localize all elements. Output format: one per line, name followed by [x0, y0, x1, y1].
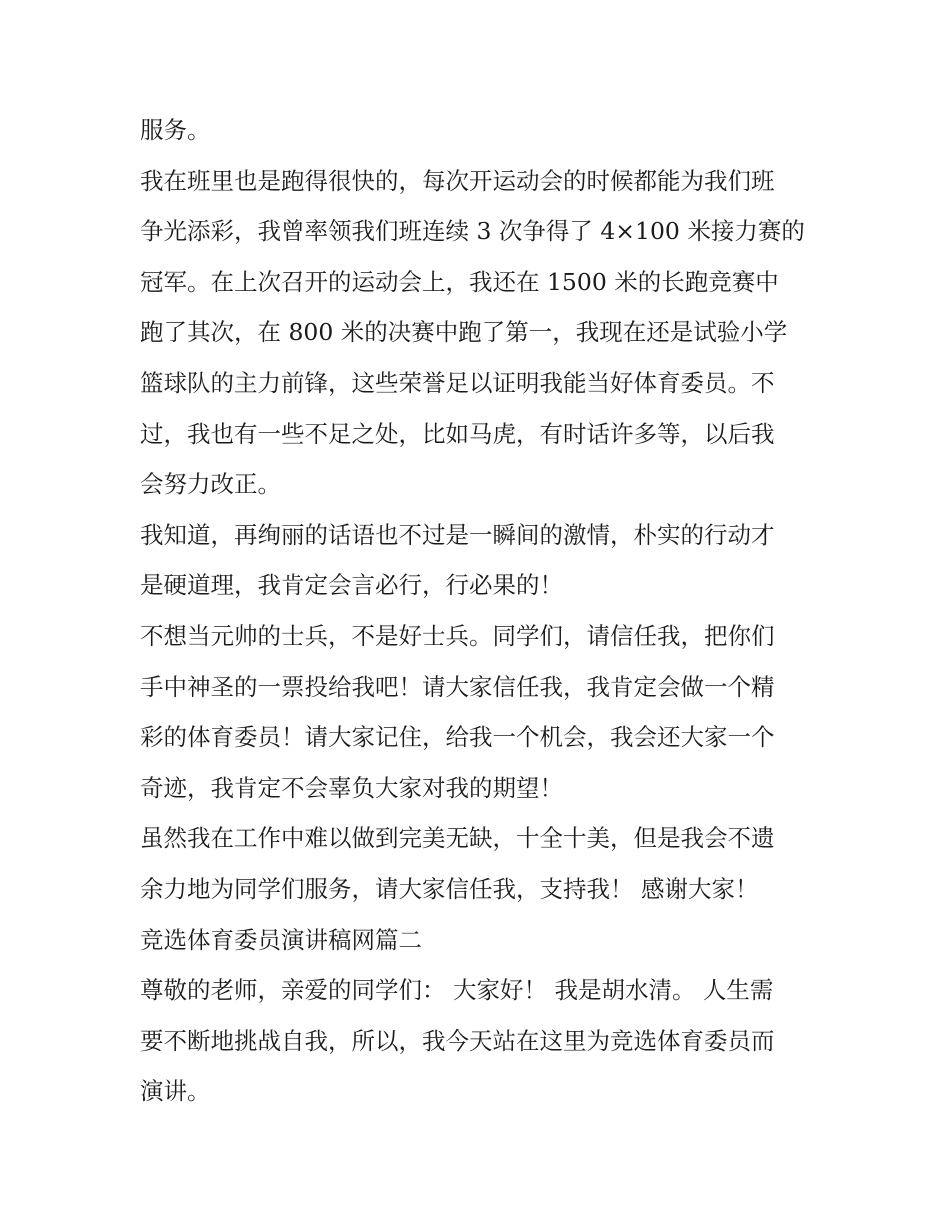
text-line: 演讲。: [140, 1077, 211, 1106]
text-line: 篮球队的主力前锋，这些荣誉足以证明我能当好体育委员。不: [140, 368, 775, 397]
text-line: 是硬道理，我肯定会言必行，行必果的！: [140, 571, 563, 600]
text-line: 手中神圣的一票投给我吧！请大家信任我，我肯定会做一个精: [140, 672, 775, 701]
text-line: 奇迹，我肯定不会辜负大家对我的期望！: [140, 773, 563, 802]
section-heading: 竞选体育委员演讲稿网篇二: [140, 925, 422, 954]
text-line: 我在班里也是跑得很快的，每次开运动会的时候都能为我们班: [140, 166, 775, 195]
text-line: 争光添彩，我曾率领我们班连续 3 次争得了 4×100 米接力赛的: [140, 217, 805, 246]
text-line: 过，我也有一些不足之处，比如马虎，有时话许多等，以后我: [140, 419, 775, 448]
document-body: [140, 105, 820, 1117]
text-line: 要不断地挑战自我，所以，我今天站在这里为竞选体育委员而: [140, 1026, 775, 1055]
text-line: 彩的体育委员！请大家记住，给我一个机会，我会还大家一个: [140, 723, 775, 752]
text-line: 冠军。在上次召开的运动会上，我还在 1500 米的长跑竞赛中: [140, 267, 779, 296]
text-line: 不想当元帅的士兵，不是好士兵。同学们，请信任我，把你们: [140, 621, 775, 650]
text-line: 尊敬的老师，亲爱的同学们： 大家好！ 我是胡水清。 人生需: [140, 976, 774, 1005]
text-line: 虽然我在工作中难以做到完美无缺，十全十美，但是我会不遗: [140, 824, 775, 853]
text-line: 我知道，再绚丽的话语也不过是一瞬间的激情，朴实的行动才: [140, 520, 775, 549]
text-line: 会努力改正。: [140, 470, 281, 499]
text-line: 余力地为同学们服务，请大家信任我，支持我！ 感谢大家！: [140, 874, 759, 903]
text-line: 跑了其次，在 800 米的决赛中跑了第一，我现在还是试验小学: [140, 318, 788, 347]
text-line: 服务。: [140, 116, 211, 144]
